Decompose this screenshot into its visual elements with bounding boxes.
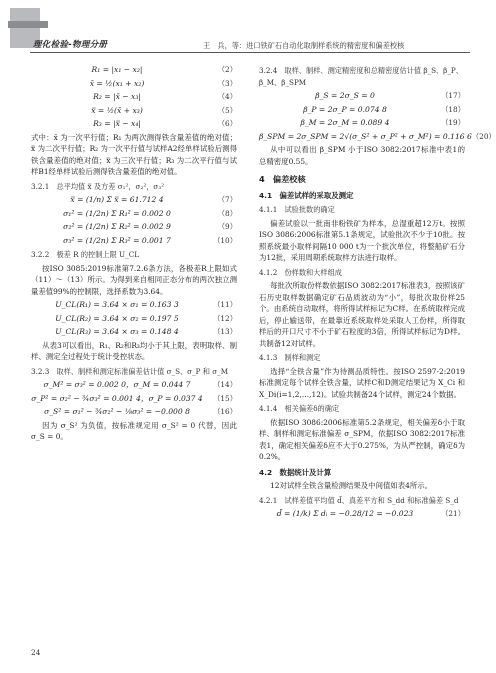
equation-expr: σ_P² = σ₂² − ¾σ₃² = 0.001 4，σ_P = 0.037 4: [31, 393, 203, 403]
equation-number: （7）: [217, 195, 237, 204]
equation: [31, 235, 237, 247]
equation-expr: U_CL(R₁) = 3.64 × σ₁ = 0.163 3: [55, 300, 179, 309]
equation-number: （16）: [213, 407, 237, 416]
equation-number: （10）: [213, 235, 237, 245]
equation-expr: R₂ = |x̄ − x₃|: [93, 92, 141, 101]
equation: [259, 508, 465, 520]
equation: [31, 221, 237, 233]
equation-number: （4）: [217, 92, 237, 101]
equation: [31, 393, 237, 405]
equation-group-321: [31, 194, 237, 246]
equation-number: （9）: [217, 222, 237, 231]
equation-expr: x̿ = (1/n) Σ x̿ = 61.712 4: [70, 195, 164, 204]
equation-expr: d̄ = (1/k) Σ dᵢ = −0.28/12 = −0.023: [276, 509, 414, 518]
equation-expr: β_S = 2σ_S = 0: [315, 91, 375, 100]
heading-4-2-1: 4.2.1 试样差值平均值 d̄、真差平方和 S_dd 和标准偏差 S_d: [259, 495, 459, 505]
paragraph-4-1-1: 偏差试验以一批南非粉铁矿为样本，总湿重超12万t。按照ISO 3086:2006标准第5.1条规定，试验批次不少于10批。按照系统最小取样间隔10 000 t为一个批次单位，将整船矿石分为12批，采用周期系统取样方法进行取样。: [259, 218, 465, 262]
paragraph-3-2-4: 从中可以看出 β_SPM 小于ISO 3082:2017标准中表1的总精密度0.55。: [259, 145, 465, 166]
equation: [31, 326, 237, 338]
left-column: [31, 62, 237, 445]
heading-4-1-1: 4.1.1 试验批数的确定: [259, 205, 335, 214]
equation-expr: β_M = 2σ_M = 0.089 4: [300, 118, 390, 127]
equation: [31, 118, 237, 130]
equation-number: （20）: [471, 131, 496, 141]
header-rule: [30, 52, 470, 53]
equation-expr: σ₁² = (1/2n) Σ R₁² = 0.002 0: [63, 208, 171, 218]
running-title: 王 兵，等：进口铁矿石自动化取制样系统的精密度和偏差校核: [203, 41, 405, 50]
equation-expr: x̄ = ½(x₁ + x₂): [89, 78, 145, 88]
equation: [31, 406, 237, 418]
equation-expr: σ₂² = (1/2n) Σ R₂² = 0.002 9: [63, 222, 171, 231]
paragraph-4-1-2: 每批次所取份样数依据ISO 3082:2017标准表3，按照该矿石历史取样数据确定矿石品质波动为“小”，每批次取份样25个。由系统自动取样，将所得试样标记为C样。在系统取样完成后，停止输送带，在最靠近系统取样处采取人工份样，所得取样后的开口尺寸不小于矿石粒度的3倍，所得试样标记为D样。共制备12对试样。: [259, 281, 465, 348]
heading-4: 4 偏差校核: [259, 174, 306, 184]
heading-4-2: 4.2 数据统计及计算: [259, 467, 332, 477]
equation-group-322: [31, 299, 237, 338]
equation: [31, 78, 237, 90]
paragraph-3-2-2: 按ISO 3085:2019标准第7.2.6条方法，各极差R上限如式（11）～（13）所示。为得到来自相同正态分布的两次独立测量差值99%的控制限，选择系数为3.64。: [31, 263, 237, 296]
equation-number: （21）: [441, 509, 465, 518]
paragraph-4-1-3: 选择“全铁含量”作为待测品质特性。按ISO 2597-2:2019标准测定每个试样全铁含量，试样C和D测定结果记为 X_Ci 和 X_Di(i=1,2,…,12)。试验共制备24个试样，测定24个数据。: [259, 366, 465, 399]
journal-name: 理化检验-物理分册: [33, 40, 108, 50]
equation-group-323: [31, 379, 237, 418]
paragraph-3-2-3: 因为 σ_S² 为负值，按标准规定用 σ_S² = 0 代替，因此 σ_S = 0。: [31, 420, 237, 441]
equation-group-324: [259, 90, 496, 142]
equation: [31, 208, 237, 220]
equation: [259, 131, 496, 143]
heading-3-2-4: 3.2.4 取样、制样、测定精密度和总精密度估计值 β_S、β_P、β_M、β_SPM: [259, 66, 463, 87]
equation-group-top: [31, 64, 237, 130]
heading-3-2-3: 3.2.3 取样、制样和测定标准偏差估计值 σ_S、σ_P 和 σ_M: [31, 366, 229, 376]
heading-3-2-2: 3.2.2 极差 R 的控制上限 U_CL: [31, 250, 139, 259]
equation-number: （3）: [217, 78, 237, 88]
heading-4-1-3: 4.1.3 制样和测定: [259, 353, 321, 362]
right-column: [259, 62, 496, 522]
equation-expr: x̿ = ½(x̄ + x₃): [91, 105, 143, 115]
equation: [259, 104, 465, 116]
equation: [259, 117, 465, 129]
equation-expr: σ_S² = σ₁² − ¾σ₂² − ⅛σ₃² = −0.000 8: [44, 407, 190, 416]
paragraph-definitions: 式中：x̄ 为一次平行值；R₁ 为两次测得铁含量差值的绝对值；x̿ 为二次平行值；R₂ 为一次平行值与试样A2经单样试验后测得铁含量差值的绝对值；x̿ 为三次平行值；R₃ 为二次平行值与试样B1经单样试验后测得铁含量差值的绝对值。: [31, 132, 237, 176]
equation-expr: σ_M² = σ₃² = 0.002 0，σ_M = 0.044 7: [43, 380, 191, 389]
equation: [31, 91, 237, 103]
heading-3-2-1: 3.2.1 总平均值 x̿ 及方差 σ₁²，σ₂²，σ₃²: [31, 181, 165, 191]
equation-number: （18）: [441, 104, 465, 114]
equation-expr: U_CL(R₃) = 3.64 × σ₃ = 0.148 4: [55, 327, 179, 336]
equation-number: （13）: [213, 327, 237, 336]
equation-number: （8）: [217, 208, 237, 218]
page-number: 24: [31, 648, 41, 657]
equation: [31, 64, 237, 76]
paragraph-4-1-4: 依据ISO 3086:2006标准第5.2条规定，相关偏差δ小于取样、制样和测定标准偏差 σ_SPM，依据ISO 3082:2017标准表1，确定相关偏差δ应不大于0.275%，为从严控制，确定δ为0.2%。: [259, 417, 465, 461]
paragraph-4-2: 12对试样全铁含量检测结果及中间值如表4所示。: [270, 481, 433, 490]
equation: [31, 194, 237, 206]
equation-group-421: [259, 508, 465, 520]
equation-number: （14）: [213, 380, 237, 389]
equation-number: （17）: [441, 91, 465, 100]
page-header: [0, 0, 480, 52]
paragraph-3-2-2-conclusion: 从表3可以看出，R₁、R₂和R₃均小于其上限，表明取样、制样、测定全过程处于统计受控状态。: [31, 340, 237, 361]
equation-expr: R₁ = |x₁ − x₂|: [91, 65, 143, 74]
heading-4-1-4: 4.1.4 相关偏差δ的确定: [259, 404, 340, 413]
equation: [31, 313, 237, 325]
equation-number: （15）: [213, 393, 237, 403]
heading-4-1: 4.1 偏差试样的采取及测定: [259, 190, 354, 200]
equation-expr: σ₃² = (1/2n) Σ R₃² = 0.001 7: [63, 235, 171, 245]
equation-number: （5）: [217, 105, 237, 115]
equation: [31, 105, 237, 117]
equation-number: （19）: [441, 118, 465, 127]
equation: [31, 379, 237, 391]
equation-number: （2）: [217, 65, 237, 74]
equation-expr: U_CL(R₂) = 3.64 × σ₂ = 0.197 5: [55, 313, 179, 323]
equation-number: （11）: [213, 300, 237, 309]
equation-expr: β_P = 2σ_P = 0.074 8: [303, 104, 387, 114]
equation-number: （6）: [217, 119, 237, 128]
heading-4-1-2: 4.1.2 份样数和大样组成: [259, 267, 342, 277]
equation-expr: R₃ = |x̿ − x₄|: [93, 119, 141, 128]
equation-number: （12）: [213, 313, 237, 323]
journal-logo-bar: [8, 21, 48, 28]
equation: [259, 90, 465, 102]
equation: [31, 299, 237, 311]
equation-expr: β_SPM = 2σ_SPM = 2√(σ_S² + σ_P² + σ_M²) = 0.116 6: [259, 131, 472, 141]
